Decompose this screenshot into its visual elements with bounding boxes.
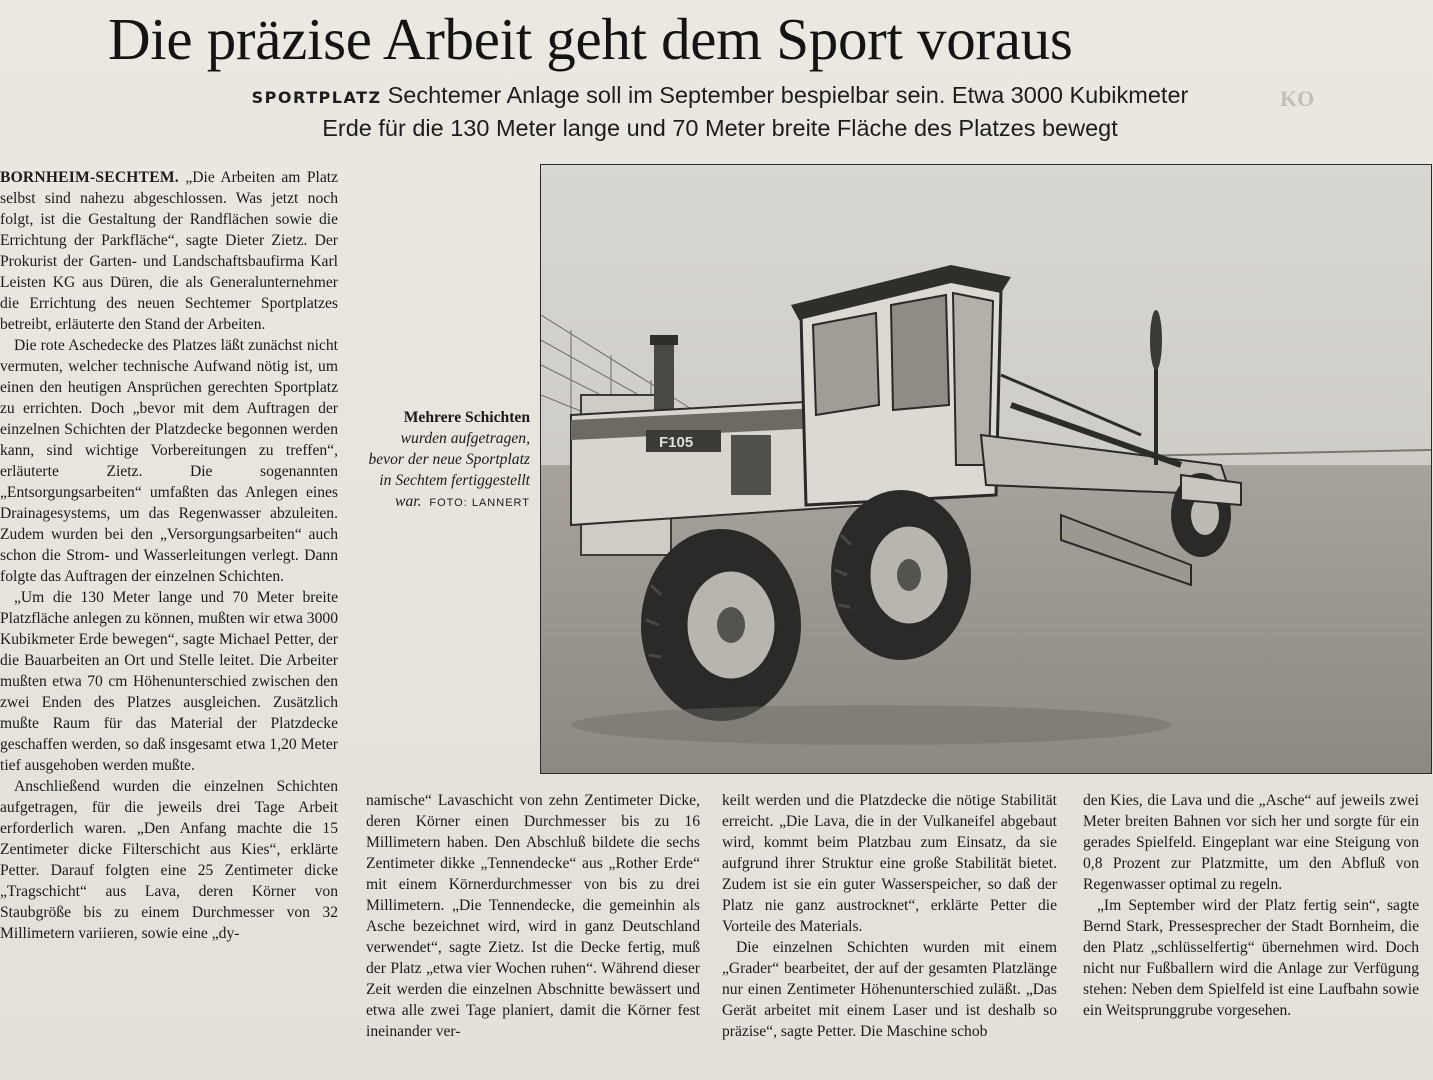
paragraph-text: „Die Arbeiten am Platz selbst sind nahezu abgeschlossen. Was jetzt noch folgt, ist die Gestaltung der Randflächen sowie die Errichtung der Parkfläche“, sagte Dieter Zietz. Der Prokurist der Garten- und Landschaftsbaufirma Karl Leisten KG aus Düren, die als Generalunternehmer die Errichtung des neuen Sechtemer Sportplatzes betreibt, erläuterte den Stand der Arbeiten. [0, 169, 338, 333]
paragraph: „Um die 130 Meter lange und 70 Meter breite Platzfläche anlegen zu können, mußten wir etwa 3000 Kubikmeter Erde bewegen“, sagte Michael Petter, der die Bauarbeiten an Ort und Stelle leitet. Die Arbeiter mußten etwa 70 cm Höhenunterschied zwischen den zwei Enden des Platzes ausgleichen. Zusätzlich mußte Raum für das Material der Platzdecke geschaffen werden, so daß insgesamt etwa 1,20 Meter tief ausgehoben werden mußte. [0, 589, 338, 774]
article-column-4 [1083, 790, 1419, 1021]
grader-photo-illustration [541, 165, 1431, 773]
article-column-1 [0, 167, 338, 944]
subheadline [150, 80, 1290, 144]
shadow [571, 705, 1171, 745]
kicker: SPORTPLATZ [251, 88, 382, 107]
article-column-3 [722, 790, 1057, 1042]
paragraph: Die rote Aschedecke des Platzes läßt zunächst nicht vermuten, welcher technische Aufwand nötig ist, um einen den heutigen Ansprüchen gerechten Sportplatz zu errichten. Doch „bevor mit dem Auftragen der einzelnen Schichten der Platzdecke begonnen werden kann, sind wichtige Vorbereitungen zu treffen“, erläuterte Zietz. Die sogenannten „Entsorgungsarbeiten“ umfaßten das Anlegen eines Drainagesystems, um das Regenwasser abzuleiten. Zudem wurden bei den „Versorgungsarbeiten“ auch schon die Strom- und Wasserleitungen verlegt. Dann folgte das Auftragen der einzelnen Schichten. [0, 337, 338, 585]
paragraph: Die einzelnen Schichten wurden mit einem „Grader“ bearbeitet, der auf der gesamten Platzlänge nur einen Zentimeter Höhenunterschied zuläßt. „Das Gerät arbeitet mit einem Laser und ist deshalb so präzise“, sagte Petter. Die Maschine schob [722, 939, 1057, 1040]
paragraph [0, 167, 338, 335]
subhead-line-1: Sechtemer Anlage soll im September bespielbar sein. Etwa 3000 Kubikmeter [387, 82, 1189, 108]
paragraph: Anschließend wurden die einzelnen Schichten aufgetragen, für die jeweils drei Tage Arbeit erforderlich waren. „Den Anfang machte die 15 Zentimeter dicke Filterschicht aus Kies“, erklärte Petter. Darauf folgten eine 25 Zentimeter dicke „Tragschicht“ aus Lava, deren Körner von Staubgröße bis zu einem Durchmesser von 32 Millimetern variieren, sowie eine „dy- [0, 778, 338, 942]
bleed-through-text: KO [1280, 86, 1315, 111]
headline: Die präzise Arbeit geht dem Sport voraus [108, 6, 1073, 72]
subhead-line-2: Erde für die 130 Meter lange und 70 Meter breite Fläche des Platzes bewegt [322, 115, 1118, 141]
caption-body: wurden aufgetragen, bevor der neue Sportplatz in Sechtem fertiggestellt war. [368, 430, 530, 510]
photo-credit: FOTO: LANNERT [429, 497, 530, 509]
paragraph: keilt werden und die Platzdecke die nötige Stabilität erreicht. „Die Lava, die in der Vulkaneifel abgebaut wird, kommt beim Platzbau zum Einsatz, da sie aufgrund ihrer Struktur eine große Stabilität bietet. Zudem ist sie ein guter Wasserspeicher, so daß der Platz nie ganz austrocknet“, erklärte Petter die Vorteile des Materials. [722, 792, 1057, 935]
paragraph: „Im September wird der Platz fertig sein“, sagte Bernd Stark, Pressesprecher der Stadt Bornheim, die den Platz „schlüsselfertig“ übernehmen wird. Doch nicht nur Fußballern wird die Anlage zur Verfügung stehen: Neben dem Spielfeld ist eine Laufbahn sowie ein Weitsprunggrube vorgesehen. [1083, 897, 1419, 1019]
paragraph: den Kies, die Lava und die „Asche“ auf jeweils zwei Meter breiten Bahnen vor sich her und sorgte für ein gerades Spielfeld. Eingeplant war eine Steigung von 0,8 Prozent zur Platzmitte, um den Abfluß von Regenwasser optimal zu regeln. [1083, 792, 1419, 893]
photo-caption [362, 407, 530, 514]
grader-photo [540, 164, 1432, 774]
vehicle-label: F105 [659, 434, 694, 451]
caption-title: Mehrere Schichten [403, 409, 530, 426]
article-column-2 [366, 790, 700, 1042]
paragraph: namische“ Lavaschicht von zehn Zentimeter Dicke, deren Körner einen Durchmesser bis zu 16 Millimetern haben. Den Abschluß bildete die sechs Zentimeter dikke „Tennendecke“ aus „Rother Erde“ mit einem Körnerdurchmesser von bis zu drei Millimetern. „Die Tennendecke, die gemeinhin als Asche bezeichnet wird, wird in ganz Deutschland verwendet“, sagte Zietz. Ist die Decke fertig, muß der Platz „etwa vier Wochen ruhen“. Während dieser Zeit werden die einzelnen Abschnitte bewässert und etwa alle zwei Tage planiert, damit die Körner fest ineinander ver- [366, 792, 700, 1040]
dateline: BORNHEIM-SECHTEM. [0, 169, 179, 186]
